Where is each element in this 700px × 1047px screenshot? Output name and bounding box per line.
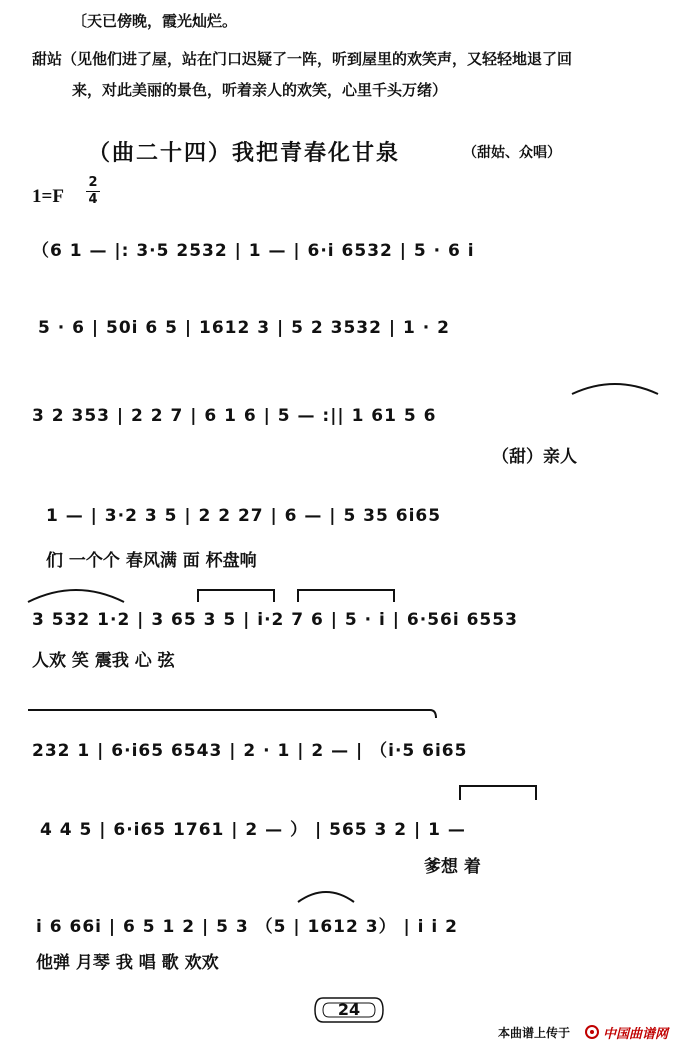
score-line-5: 3 532 1·2 | 3 65 3 5 | i·2 7 6 | 5 · i | 6·56i 6553 xyxy=(32,610,518,630)
lyrics-line-5: 他弹 月琴 我 唱 歌 欢欢 xyxy=(36,953,219,973)
site-logo-icon xyxy=(584,1024,600,1038)
score-line-2: 5 · 6 | 50i 6 5 | 1612 3 | 5 2 3532 | 1 · 2 xyxy=(38,318,450,338)
score-line-3: 3 2 353 | 2 2 7 | 6 1 6 | 5 — :|| 1 61 5 6 xyxy=(32,406,437,426)
slur-line5-b xyxy=(196,586,276,604)
score-line-4: 1 — | 3·2 3 5 | 2 2 27 | 6 — | 5 35 6i65 xyxy=(46,506,442,526)
stage-direction-line-3: 来，对此美丽的景色，听着亲人的欢笑，心里千头万绪） xyxy=(72,81,448,99)
lyrics-line-4: 爹想 着 xyxy=(424,857,481,877)
page-number-badge xyxy=(313,996,385,1024)
key-signature: 1=F xyxy=(32,186,64,207)
stage-direction-line-2: 甜站（见他们进了屋，站在门口迟疑了一阵，听到屋里的欢笑声，又轻轻地退了回 xyxy=(32,50,573,68)
lyrics-line-3: 人欢 笑 震我 心 弦 xyxy=(32,651,175,671)
song-singers: （甜姑、众唱） xyxy=(463,145,561,161)
slur-line8 xyxy=(296,884,356,904)
meter-top: 2 xyxy=(88,175,98,190)
page-number: 24 xyxy=(337,1000,361,1019)
slur-line7 xyxy=(458,782,538,802)
score-line-1: （6 1 — |: 3·5 2532 | 1 — | 6·i 6532 | 5 · 6 i xyxy=(32,241,475,261)
stage-direction-line-1: 〔天已傍晚，霞光灿烂。 xyxy=(72,12,238,30)
song-title: （曲二十四）我把青春化甘泉 xyxy=(88,141,401,166)
site-name[interactable]: 中国曲谱网 xyxy=(603,1027,669,1042)
slur-line3 xyxy=(570,376,660,396)
score-line-8: i 6 66i | 6 5 1 2 | 5 3 （5 | 1612 3） | i i 2 xyxy=(36,917,458,937)
upload-note: 本曲谱上传于 xyxy=(498,1026,571,1040)
meter-bottom: 4 xyxy=(88,192,98,207)
slur-line5-a xyxy=(26,580,126,604)
score-line-6: 232 1 | 6·i65 6543 | 2 · 1 | 2 — | （i·5 6i65 xyxy=(32,741,468,761)
slur-line6 xyxy=(28,700,438,720)
time-signature xyxy=(86,176,100,207)
lyrics-line-1: （甜）亲人 xyxy=(492,447,577,467)
slur-line5-c xyxy=(296,586,396,604)
lyrics-line-2: 们 一个个 春风满 面 杯盘响 xyxy=(46,551,257,571)
score-line-7: 4 4 5 | 6·i65 1761 | 2 — ） | 565 3 2 | 1 — xyxy=(40,820,466,840)
